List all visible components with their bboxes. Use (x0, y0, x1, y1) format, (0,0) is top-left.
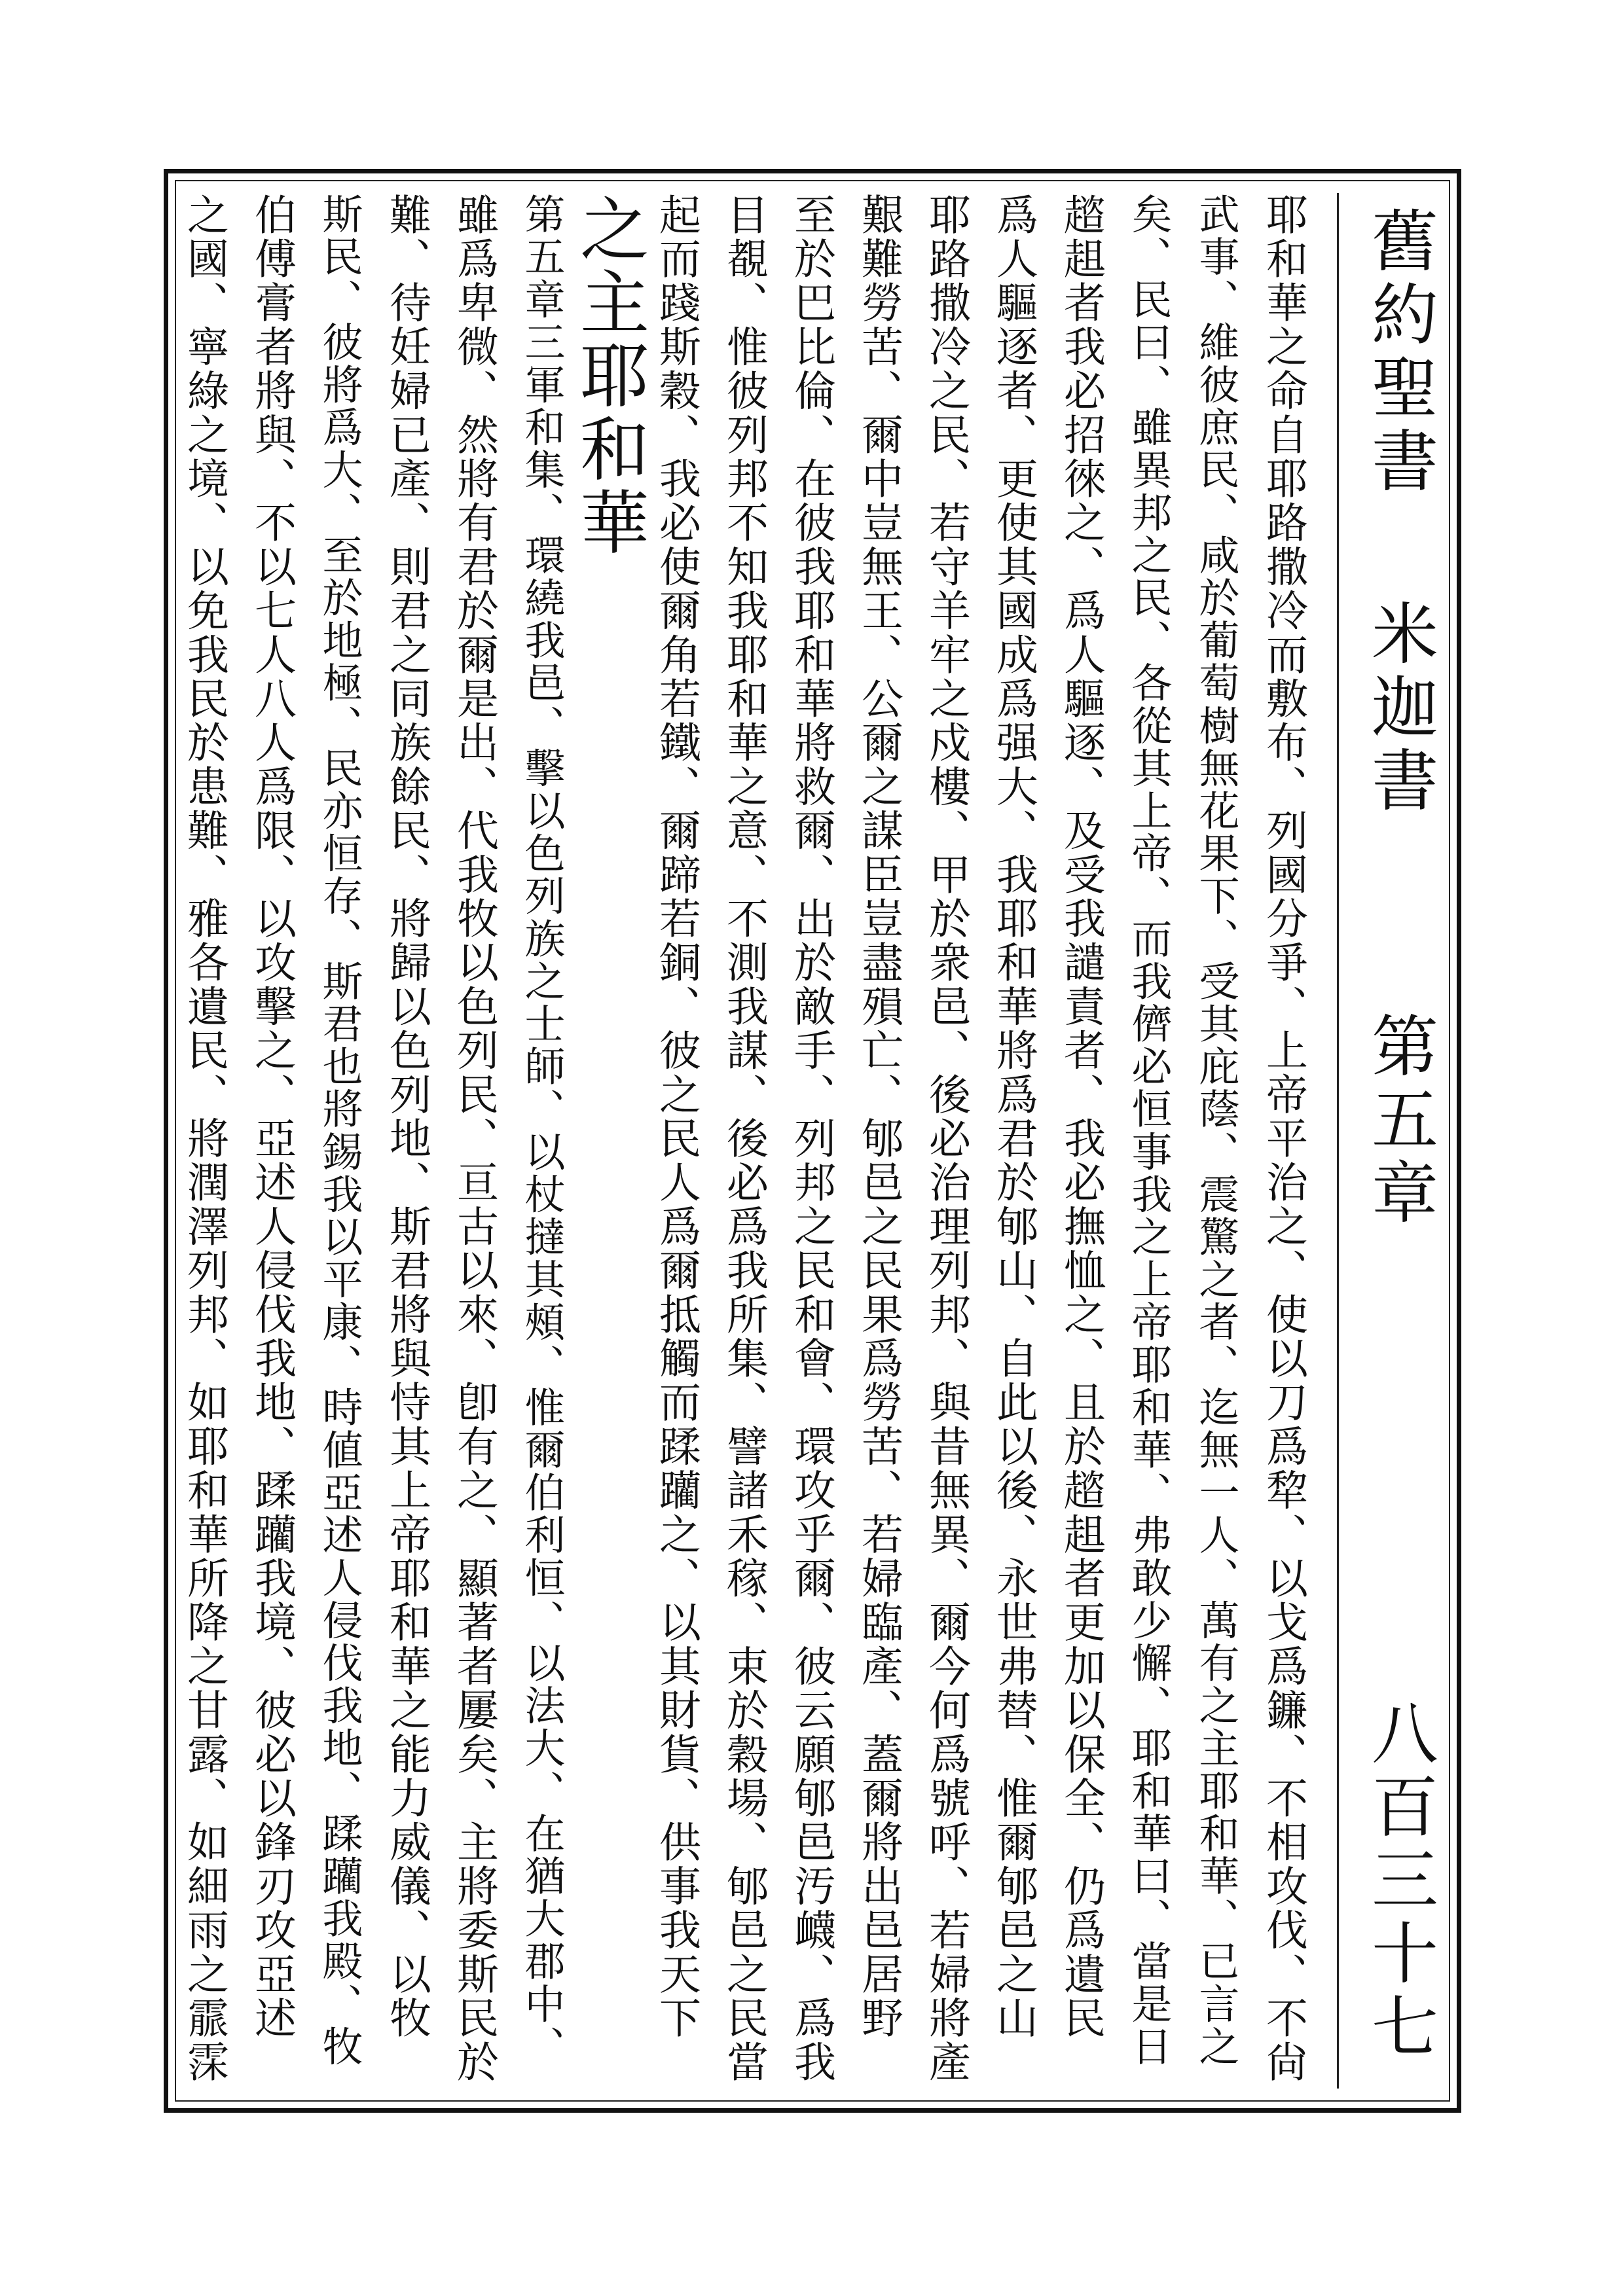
text-column: 矣、民曰、雖異邦之民、各從其上帝、而我儕必恒事我之上帝耶和華、弗敢少懈、耶和華曰、當是日 (1125, 193, 1173, 2068)
text-column: 伯傅膏者將與、不以七人八人爲限、以攻擊之、亞述人侵伐我地、蹂躪我境、彼必以鋒刃攻亞述 (247, 193, 296, 2041)
text-column: 耶路撒冷之民、若守羊牢之戍樓、甲於衆邑、後必治理列邦、與昔無異、爾今何爲號呼、若婦將產 (922, 193, 970, 2085)
book-title: 舊約聖書 (1360, 206, 1438, 499)
page-frame (164, 169, 1461, 2113)
book-name: 米迦書 (1360, 599, 1438, 819)
text-column: 至於巴比倫、在彼我耶和華將救爾、出於敵手、列邦之民和會、環攻乎爾、彼云願郇邑汚衊、爲我 (787, 193, 835, 2085)
text-column: 耶和華之命自耶路撒冷而敷布、列國分爭、上帝平治之、使以刀爲犂、以戈爲鐮、不相攻伐、不尙 (1259, 193, 1307, 2085)
text-column: 武事、維彼庶民、咸於葡萄樹無花果下、受其庇蔭、震驚之者、迄無一人、萬有之主耶和華、已言之 (1192, 193, 1240, 2068)
text-column: 斯民、彼將爲大、至於地極、民亦恒存、斯君也將錫我以平康、時値亞述人侵伐我地、蹂躪我殿、牧 (316, 193, 363, 2068)
text-column: 第五章三軍和集、環繞我邑、擊以色列族之士師、以杖撻其頰、惟爾伯利恒、以法大、在猶大郡中、 (518, 193, 566, 2068)
text-column: 雖爲卑微、然將有君於爾是出、代我牧以色列民、亘古以來、卽有之、顯著者屢矣、主將委斯民於 (450, 193, 498, 2085)
chapter-label: 第五章 (1360, 1011, 1438, 1231)
text-column: 艱難勞苦、爾中豈無王、公爾之謀臣豈盡殞亡、郇邑之民果爲勞苦、若婦臨產、蓋爾將出邑居野 (854, 193, 903, 2041)
page-number: 八百三十七 (1360, 1698, 1438, 2065)
text-column: 趦趄者我必招徠之、爲人驅逐、及受我譴責者、我必撫恤之、且於趦趄者更加以保全、仍爲遺民 (1057, 193, 1105, 2041)
text-column: 難、待妊婦已產、則君之同族餘民、將歸以色列地、斯君將與恃其上帝耶和華之能力威儀、以牧 (382, 193, 431, 2041)
text-column: 爲人驅逐者、更使其國成爲强大、我耶和華將爲君於郇山、自此以後、永世弗替、惟爾郇邑之山 (989, 193, 1038, 2041)
text-column: 之國、寧綠之境、以免我民於患難、雅各遺民、將潤澤列邦、如耶和華所降之甘露、如細雨之霢霂 (180, 193, 228, 2085)
running-header (1337, 193, 1457, 2089)
text-column: 起而踐斯穀、我必使爾角若鐵、爾蹄若銅、彼之民人爲爾抵觸而蹂躪之、以其財貨、供事我天下 (652, 193, 701, 2041)
text-column: 之主耶和華 (569, 193, 649, 560)
text-column: 目覩、惟彼列邦不知我耶和華之意、不測我謀、後必爲我所集、譬諸禾稼、束於穀場、郇邑之民當 (720, 193, 768, 2085)
